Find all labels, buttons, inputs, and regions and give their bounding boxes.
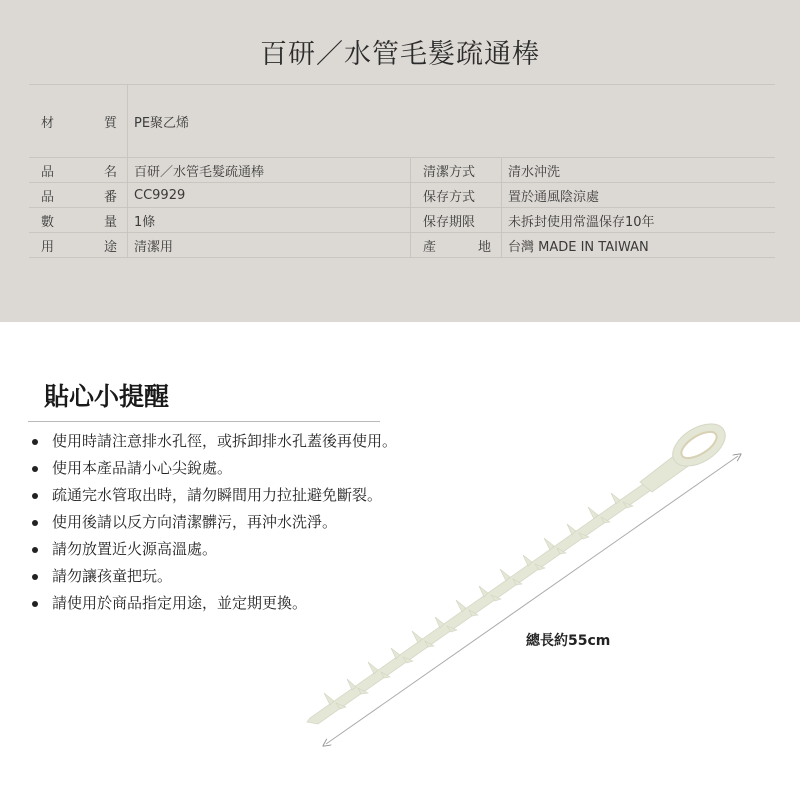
spec-label: 用 途 xyxy=(41,239,117,255)
page-title: 百研／水管毛髮疏通棒 xyxy=(260,39,540,70)
spec-label: 品 番 xyxy=(41,189,117,205)
spec-value: 1條 xyxy=(128,208,411,233)
tip-item: 使用時請注意排水孔徑，或拆卸排水孔蓋後再使用。 xyxy=(24,428,397,455)
spec-label: 數 量 xyxy=(41,214,117,230)
length-dimension-line xyxy=(326,456,738,744)
spec-value: 未拆封使用常溫保存10年 xyxy=(502,208,776,233)
tip-item: 使用後請以反方向清潔髒污，再沖水洗淨。 xyxy=(24,509,397,536)
spec-label: 保存期限 xyxy=(423,214,476,230)
tip-item: 請勿讓孩童把玩。 xyxy=(24,563,397,590)
spec-label: 清潔方式 xyxy=(423,164,476,180)
spec-value: 台灣 MADE IN TAIWAN xyxy=(502,233,776,258)
length-label: 總長約55cm xyxy=(526,633,611,649)
spec-label-material: 材 質 xyxy=(41,115,117,131)
spec-label: 保存方式 xyxy=(423,189,476,205)
spec-value: 清水沖洗 xyxy=(502,158,776,183)
spec-label: 品 名 xyxy=(41,164,117,180)
drain-stick-body xyxy=(307,415,733,724)
tip-item: 請使用於商品指定用途，並定期更換。 xyxy=(24,590,397,617)
spec-value: 百研／水管毛髮疏通棒 xyxy=(128,158,411,183)
spec-value: 置於通風陰涼處 xyxy=(502,183,776,208)
tips-title: 貼心小提醒 xyxy=(44,382,170,411)
tip-item: 使用本產品請小心尖銳處。 xyxy=(24,455,397,482)
tip-item: 請勿放置近火源高溫處。 xyxy=(24,536,397,563)
spec-value-material: PE聚乙烯 xyxy=(128,85,776,158)
spec-label: 產 地 xyxy=(423,239,491,255)
tip-item: 疏通完水管取出時，請勿瞬間用力拉扯避免斷裂。 xyxy=(24,482,397,509)
spec-value: CC9929 xyxy=(128,183,411,208)
spec-value: 清潔用 xyxy=(128,233,411,258)
